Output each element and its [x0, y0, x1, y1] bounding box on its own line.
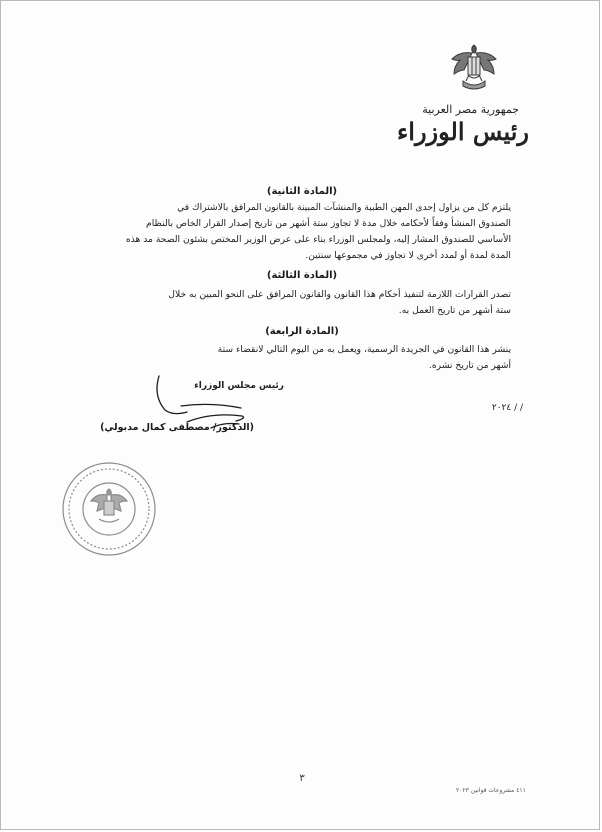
pm-title-logo: رئيس الوزراء	[397, 117, 529, 146]
eagle-emblem-icon	[449, 41, 499, 97]
signer-caption: رئيس مجلس الوزراء	[194, 381, 284, 391]
text-line: أشهر من تاريخ نشره.	[428, 360, 511, 371]
article-2-body	[87, 200, 511, 264]
republic-label: جمهورية مصر العربية	[422, 103, 519, 116]
text-line: تصدر القرارات اللازمة لتنفيذ أحكام هذا القانون والقانون المرافق على النحو المبين به خلال	[168, 289, 511, 300]
footer-reference: ٤١١ مشروعات قوانين ٢٠٢٣	[456, 787, 526, 794]
article-3-body	[87, 287, 511, 319]
official-seal-icon	[59, 459, 159, 559]
text-line: ينشر هذا القانون في الجريدة الرسمية، ويعمل به من اليوم التالي لانقضاء ستة	[217, 344, 511, 355]
text-line: المدة لمدة أو لمدد أخرى لا تجاوز في مجموعها سنتين.	[305, 250, 511, 261]
signer-name: (الدكتور/ مصطفى كمال مدبولي)	[100, 422, 254, 433]
text-line: الصندوق المنشأ وفقاً لأحكامه خلال مدة لا تجاوز ستة أشهر من تاريخ إصدار القرار الخاص بالنظام	[146, 218, 511, 229]
text-line: ستة أشهر من تاريخ العمل به.	[398, 305, 511, 316]
text-line: الأساسي للصندوق المشار إليه، ولمجلس الوزراء بناء على عرض الوزير المختص بشئون الصحة مد هذه	[125, 234, 511, 245]
document-date: / / ٢٠٢٤	[491, 403, 523, 413]
text-line: يلتزم كل من يزاول إحدى المهن الطبية والمنشآت المبينة بالقانون المرافق بالاشتراك في	[177, 202, 511, 213]
page-number: ٣	[299, 773, 305, 784]
article-3-heading: (المادة الثالثة)	[266, 270, 338, 281]
article-4-heading: (المادة الرابعة)	[265, 326, 339, 337]
article-2-heading: (المادة الثانية)	[266, 186, 338, 197]
